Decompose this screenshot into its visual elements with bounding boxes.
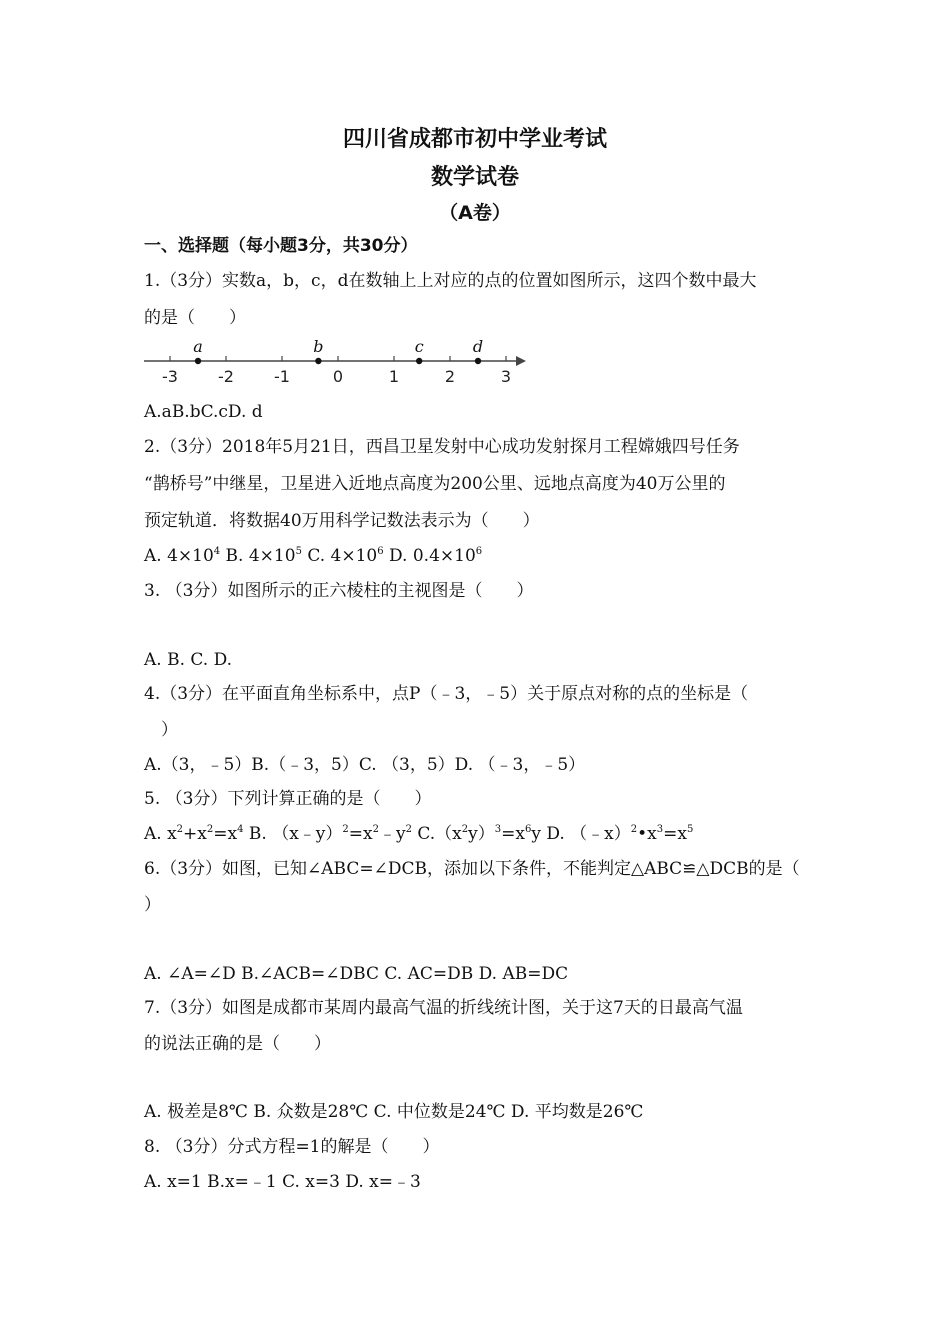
- q1-stem-line2: 的是（ ）: [144, 308, 246, 328]
- q7-options: A. 极差是8℃ B. 众数是28℃ C. 中位数是24℃ D. 平均数是26℃: [144, 1102, 644, 1122]
- q2-stem-line1: 2.（3分）2018年5月21日，西昌卫星发射中心成功发射探月工程嫦娥四号任务: [144, 437, 740, 457]
- q5-a-part: =x: [213, 824, 238, 844]
- q2-options: [144, 544, 482, 568]
- point-label-d: d: [472, 337, 484, 356]
- q2-exp-c: 6: [377, 546, 384, 557]
- tick-label: 3: [500, 367, 512, 386]
- tick-label: 0: [332, 367, 344, 386]
- tick-label: -3: [162, 367, 178, 386]
- q2-stem-line3: 预定轨道．将数据40万用科学记数法表示为（ ）: [144, 511, 540, 531]
- q5-a-part: +x: [183, 824, 207, 844]
- tick-label: 2: [444, 367, 456, 386]
- point-a: [195, 358, 201, 364]
- q5-c-part: y D. （﹣x）: [531, 824, 631, 844]
- q5-b-exp: 2: [372, 824, 379, 835]
- tick-label: 1: [388, 367, 400, 386]
- q6-stem-line1: 6.（3分）如图，已知∠ABC=∠DCB，添加以下条件，不能判定△ABC≌△DCB的是（: [144, 859, 800, 879]
- q2-option-a: A. 4×10: [144, 546, 214, 566]
- q6-stem-line2: ）: [144, 895, 161, 915]
- q5-c-exp: 3: [494, 824, 502, 835]
- q5-a-part: A. x: [144, 824, 177, 844]
- paper-label: （A卷）: [439, 202, 511, 224]
- q6-options: A. ∠A=∠D B.∠ACB=∠DBC C. AC=DB D. AB=DC: [144, 964, 569, 984]
- q5-c-part: y）: [468, 824, 495, 844]
- axis-arrow-icon: [516, 356, 526, 366]
- number-line-figure: [138, 336, 538, 388]
- q5-c-exp: 2: [461, 824, 469, 835]
- q1-stem-line1: 1.（3分）实数a，b，c，d在数轴上上对应的点的位置如图所示，这四个数中最大: [144, 271, 757, 291]
- q5-c-part: =x: [501, 824, 525, 844]
- q7-stem-line1: 7.（3分）如图是成都市某周内最高气温的折线统计图，关于这7天的日最高气温: [144, 998, 743, 1018]
- q8-options: A. x=1 B.x=﹣1 C. x=3 D. x=﹣3: [144, 1172, 421, 1192]
- q5-a-exp: 2: [206, 824, 214, 835]
- q5-d-part: =x: [663, 824, 687, 844]
- q2-option-d: D. 0.4×10: [383, 546, 476, 566]
- point-label-b: b: [313, 337, 324, 356]
- q2-stem-line2: “鹊桥号”中继星，卫星进入近地点高度为200公里、远地点高度为40万公里的: [144, 474, 726, 494]
- q4-stem-line2: ）: [144, 720, 178, 740]
- q5-b-part: B. （x﹣y）: [243, 824, 343, 844]
- q2-option-c: C. 4×10: [301, 546, 378, 566]
- point-c: [416, 358, 422, 364]
- q5-stem: 5. （3分）下列计算正确的是（ ）: [144, 789, 432, 809]
- q2-exp-b: 5: [295, 546, 302, 557]
- tick-label: -1: [274, 367, 290, 386]
- section-heading: 一、选择题（每小题3分，共30分）: [144, 236, 418, 256]
- exam-title: 四川省成都市初中学业考试: [342, 127, 607, 152]
- q5-b-part: =x: [348, 824, 373, 844]
- q5-a-exp: 2: [176, 824, 184, 835]
- q3-stem: 3. （3分）如图所示的正六棱柱的主视图是（ ）: [144, 581, 534, 601]
- q5-c-part: C.（x: [411, 824, 462, 844]
- q5-a-exp: 4: [237, 824, 244, 835]
- q4-options: A.（3，﹣5）B.（﹣3，5）C. （3，5）D. （﹣3，﹣5）: [144, 755, 586, 775]
- q5-d-exp: 2: [630, 824, 638, 835]
- q7-stem-line2: 的说法正确的是（ ）: [144, 1034, 331, 1054]
- q5-d-exp: 3: [656, 824, 664, 835]
- q5-b-exp: 2: [342, 824, 349, 835]
- point-d: [475, 358, 481, 364]
- tick-label: -2: [218, 367, 234, 386]
- q5-d-exp: 5: [687, 824, 694, 835]
- q5-b-part: ﹣y: [378, 824, 406, 844]
- q4-stem-line1: 4.（3分）在平面直角坐标系中，点P（﹣3，﹣5）关于原点对称的点的坐标是（: [144, 684, 749, 704]
- q2-exp-d: 6: [475, 546, 483, 557]
- q2-exp-a: 4: [213, 546, 221, 557]
- q5-c-exp: 6: [524, 824, 532, 835]
- q3-options: A. B. C. D.: [144, 650, 233, 670]
- q5-options: [144, 822, 693, 846]
- point-label-a: a: [193, 337, 203, 356]
- q1-options: A.aB.bC.cD. d: [144, 402, 263, 422]
- point-b: [315, 358, 321, 364]
- point-label-c: c: [414, 337, 424, 356]
- q2-option-b: B. 4×10: [220, 546, 296, 566]
- exam-subtitle: 数学试卷: [430, 165, 519, 190]
- q5-d-part: •x: [637, 824, 657, 844]
- q5-b-exp: 2: [405, 824, 412, 835]
- q8-stem: 8. （3分）分式方程=1的解是（ ）: [144, 1137, 440, 1157]
